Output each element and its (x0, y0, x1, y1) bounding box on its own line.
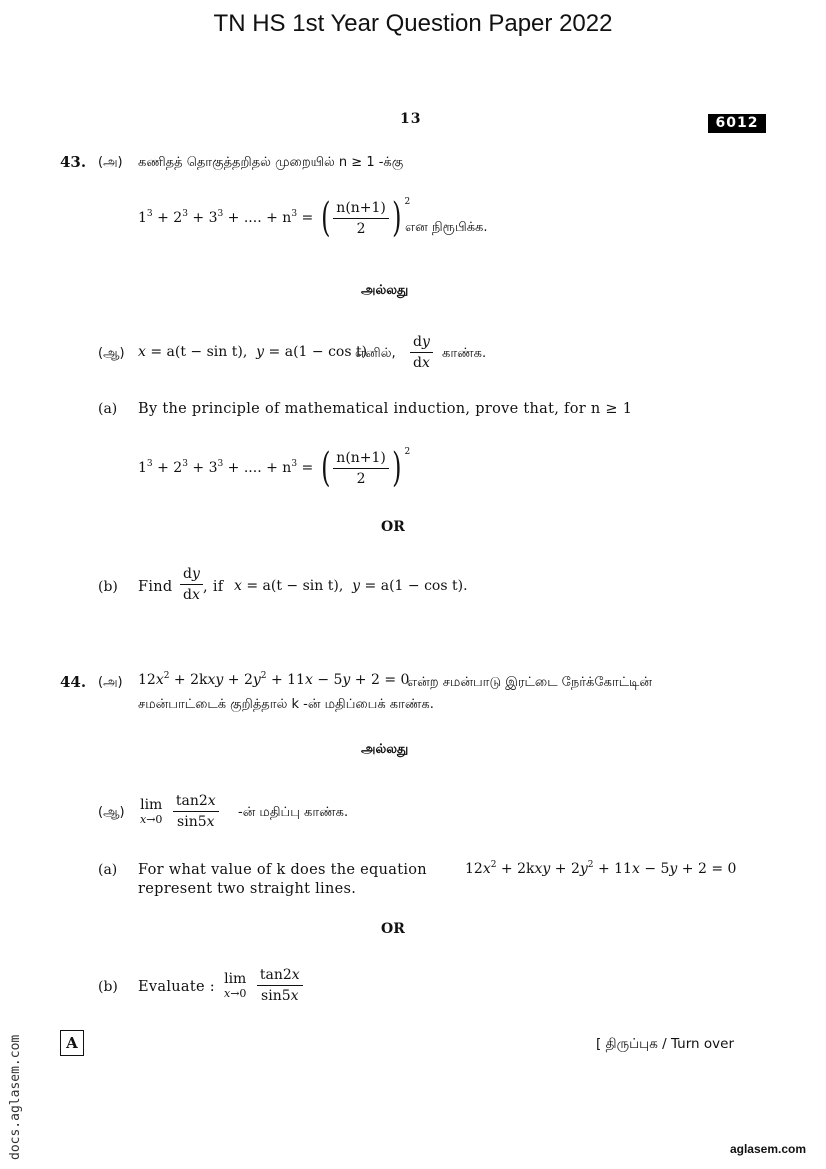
side-watermark: docs.aglasem.com (8, 1034, 23, 1160)
q44-a-ta-label: (அ) (98, 675, 123, 690)
q43-b-en-label: (b) (98, 579, 118, 595)
question-44-number: 44. (60, 673, 87, 691)
q43-b-en-param: x = a(t − sin t), y = a(1 − cos t). (234, 578, 468, 594)
q43-b-en-if: , if (203, 579, 224, 595)
q44-a-ta-text2: சமன்பாட்டைக் குறித்தால் k -ன் மதிப்பைக் காண்க. (138, 697, 434, 712)
footer-source: aglasem.com (729, 1142, 806, 1156)
paper-code-badge: 6012 (708, 114, 766, 133)
q44-a-en-equation: $12x^2 + 2kxy + 2y^2 + 11x - 5y + 2 = 0$ (465, 860, 737, 877)
page-number: 13 (400, 111, 422, 127)
page-header-title: TN HS 1st Year Question Paper 2022 (213, 10, 613, 37)
q43-b-ta-derivative: $\frac{dy}{dx}$ (410, 334, 433, 371)
q43-b-ta-label: (ஆ) (98, 346, 125, 361)
q43-or-ta: அல்லது (361, 283, 409, 298)
q43-or-en: OR (381, 519, 405, 535)
set-a-box: A (60, 1030, 84, 1056)
q43-b-ta-end: காண்க. (442, 346, 487, 361)
q43-a-en-label: (a) (98, 401, 118, 417)
q43-ta-sum-equation: $1^3 + 2^3 + 3^3$ + .... + $n^3$ = ( $\frac{n(n+1)}{2}$ ) $^2$ (138, 195, 411, 241)
q43-b-ta-find: எனில், (355, 346, 396, 361)
question-43-number: 43. (60, 153, 87, 171)
q44-or-ta: அல்லது (361, 742, 409, 757)
q44-a-ta-text1: என்ற சமன்பாடு இரட்டை நேர்க்கோட்டின் (407, 675, 653, 690)
q44-b-en-label: (b) (98, 979, 118, 995)
q44-b-ta-label: (ஆ) (98, 805, 125, 820)
q44-a-en-text1: For what value of k does the equation (138, 862, 427, 878)
q44-a-en-text2: represent two straight lines. (138, 881, 357, 897)
turn-over-label: [ திருப்புக / Turn over (596, 1036, 735, 1052)
q44-or-en: OR (381, 921, 405, 937)
q43-a-en-text: By the principle of mathematical induction, prove that, for n ≥ 1 (138, 401, 633, 417)
q44-a-en-label: (a) (98, 862, 118, 878)
q43-b-en-find: Find (138, 579, 173, 595)
q43-a-ta-label: (அ) (98, 155, 123, 170)
q43-en-sum-equation: $1^3 + 2^3 + 3^3$ + .... + $n^3$ = ( $\frac{n(n+1)}{2}$ ) $^2$ (138, 445, 411, 491)
q43-b-ta-param: x = a(t − sin t), y = a(1 − cos t) (138, 344, 368, 360)
q44-b-ta-limit: lim x→0 $\frac{\tan 2x}{\sin 5x}$ (140, 793, 219, 830)
q44-b-en-limit: lim x→0 $\frac{\tan 2x}{\sin 5x}$ (224, 967, 303, 1004)
q43-a-ta-prove: என நிரூபிக்க. (405, 220, 488, 235)
q44-a-ta-equation: $12x^2 + 2kxy + 2y^2 + 11x - 5y + 2 = 0$ (138, 671, 410, 688)
q43-b-en-derivative: $\frac{dy}{dx}$ (180, 566, 203, 603)
q44-b-en-text: Evaluate : (138, 979, 215, 995)
q43-a-ta-text: கணிதத் தொகுத்தறிதல் முறையில் n ≥ 1 -க்கு (138, 155, 404, 170)
q44-b-ta-text: -ன் மதிப்பு காண்க. (238, 805, 349, 820)
